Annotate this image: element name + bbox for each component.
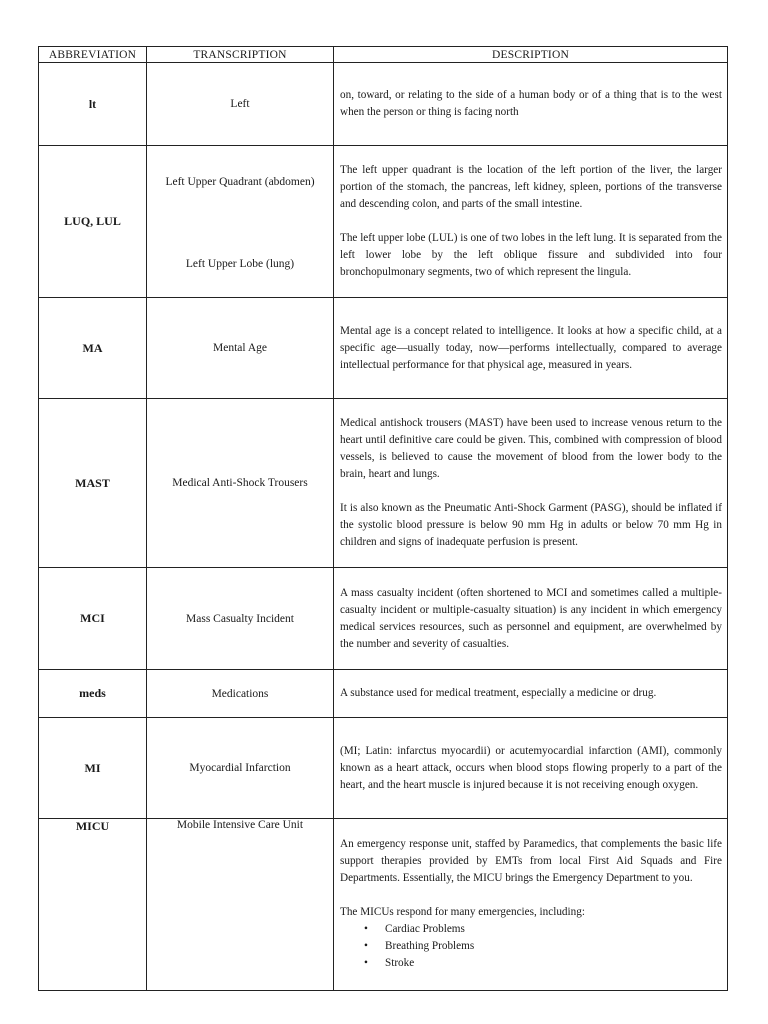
table-row [39, 568, 728, 670]
list-item [364, 955, 722, 972]
bullet-list [340, 921, 722, 972]
abbreviation-cell: MCI [39, 568, 147, 670]
table-row [39, 63, 728, 146]
bullet-icon: • [364, 923, 368, 935]
abbreviation-cell: MI [39, 718, 147, 819]
transcription-cell: Medications [147, 670, 334, 718]
description-text: (MI; Latin: infarctus myocardii) or acutemyocardial infarction (AMI), commonly known as a heart attack, occurs when blood stops flowing properly to a part of the heart, and the heart muscle is injured because it is not receiving enough oxygen. [340, 744, 722, 791]
bullet-icon: • [364, 957, 368, 969]
description-cell [334, 399, 728, 568]
table-row [39, 146, 728, 298]
transcription-text: Left Upper Lobe (lung) [185, 257, 295, 270]
list-item [364, 921, 722, 938]
transcription-cell: Mobile Intensive Care Unit [147, 819, 334, 991]
transcription-cell: Medical Anti-Shock Trousers [147, 399, 334, 568]
transcription-cell: Left [147, 63, 334, 146]
description-text: An emergency response unit, staffed by Paramedics, that complements the basic life support therapies provided by EMTs from local First Aid Squads and Fire Departments. Essentially, the MICU brings the Emergency Department to you. [340, 838, 722, 884]
table-row [39, 718, 728, 819]
transcription-text: Left Upper Quadrant (abdomen) [165, 175, 315, 188]
description-text: The MICUs respond for many emergencies, including: [340, 906, 585, 918]
list-item-text: Breathing Problems [385, 940, 475, 952]
description-text: The left upper quadrant is the location of the left portion of the liver, the larger portion of the stomach, the pancreas, left kidney, spleen, portions of the transverse and descending colon, and parts of the small intestine. [340, 164, 722, 210]
transcription-cell: Myocardial Infarction [147, 718, 334, 819]
description-cell [334, 718, 728, 819]
description-text: The left upper lobe (LUL) is one of two lobes in the left lung. It is separated from the left lower lobe by the left oblique fissure and subdivided into four bronchopulmonary segments, two of which represent the lingula. [340, 232, 722, 278]
description-text: Medical antishock trousers (MAST) have been used to increase venous return to the heart until definitive care could be given. This, combined with compression of blood vessels, is believed to cause the movement of blood from the lower body to the brain, heart and lungs. [340, 417, 722, 480]
transcription-cell [147, 146, 334, 298]
header-row [39, 47, 728, 63]
description-text: A mass casualty incident (often shortened to MCI and sometimes called a multiple-casualty incident or multiple-casualty situation) is any incident in which emergency medical services resources, such as personnel and equipment, are overwhelmed by the number and severity of casualties. [340, 586, 722, 650]
list-item [364, 938, 722, 955]
description-cell [334, 63, 728, 146]
abbreviation-cell: lt [39, 63, 147, 146]
description-text: It is also known as the Pneumatic Anti-Shock Garment (PASG), should be inflated if the systolic blood pressure is below 90 mm Hg in adults or below 70 mm Hg in children and signs of inadequate perfusion is present. [340, 502, 722, 548]
abbreviation-cell: MAST [39, 399, 147, 568]
header-description: DESCRIPTION [334, 47, 728, 63]
table-row [39, 819, 728, 991]
abbreviation-cell: meds [39, 670, 147, 718]
abbreviation-cell: LUQ, LUL [39, 146, 147, 298]
transcription-cell: Mental Age [147, 298, 334, 399]
header-transcription: TRANSCRIPTION [147, 47, 334, 63]
description-cell [334, 568, 728, 670]
abbreviation-cell: MA [39, 298, 147, 399]
description-cell [334, 819, 728, 991]
list-item-text: Stroke [385, 957, 415, 969]
table-row [39, 670, 728, 718]
description-cell [334, 298, 728, 399]
description-cell [334, 670, 728, 718]
description-cell [334, 146, 728, 298]
header-abbreviation: ABBREVIATION [39, 47, 147, 63]
table-row [39, 399, 728, 568]
description-text: A substance used for medical treatment, especially a medicine or drug. [340, 687, 657, 699]
table-row [39, 298, 728, 399]
bullet-icon: • [364, 940, 368, 952]
abbreviation-table [38, 46, 728, 991]
description-text: on, toward, or relating to the side of a human body or of a thing that is to the west when the person or thing is facing north [340, 89, 722, 118]
description-text: Mental age is a concept related to intelligence. It looks at how a specific child, at a specific age—usually today, now—performs intellectually, compared to average intellectual performance for that physical age, measured in years. [340, 324, 722, 371]
transcription-cell: Mass Casualty Incident [147, 568, 334, 670]
abbreviation-cell: MICU [39, 819, 147, 991]
list-item-text: Cardiac Problems [385, 923, 465, 935]
